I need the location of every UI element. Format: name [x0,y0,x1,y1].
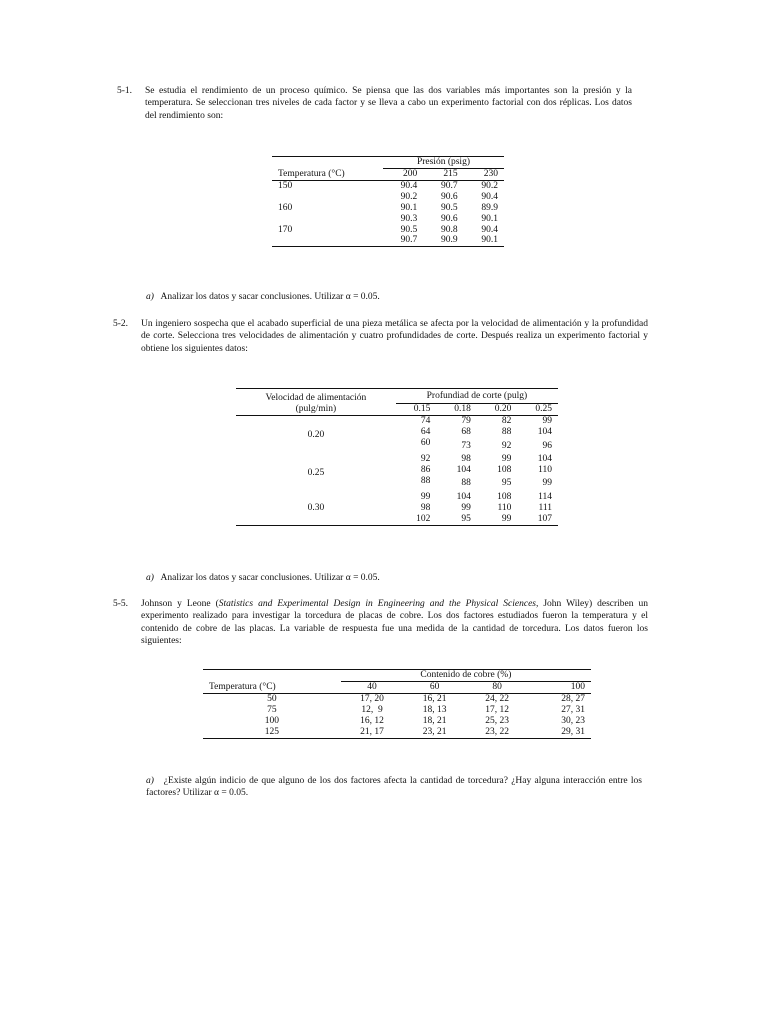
column-header: 0.15 [396,404,437,416]
row-header: Temperatura (°C) [203,681,341,693]
cell: 88 [420,475,431,486]
cell: 12, 9 [361,704,383,715]
part-label: a) [146,776,154,786]
table-row [272,203,504,214]
cell: 90.4 [400,180,418,191]
cell: 16, 12 [360,715,384,726]
cell: 16, 21 [422,693,447,704]
table-row [203,727,591,738]
cell: 74 [420,416,431,427]
cell: 25, 23 [485,715,510,726]
table-5-5 [203,669,591,739]
cell: 64 [420,427,431,438]
problem-5-2 [113,318,648,355]
cell: 98 [420,502,431,513]
problem-number: 5-5. [113,599,129,609]
cell: 90.2 [481,180,498,191]
cell: 110 [497,502,512,513]
table-row [236,492,558,503]
column-header: 60 [403,681,466,693]
cell: 90.3 [400,213,418,224]
row-label: 50 [267,693,277,704]
problem-number: 5-2. [113,319,129,329]
part-a [146,291,626,303]
cell: 107 [517,514,558,525]
cell: 29, 31 [528,727,591,738]
cell: 68 [461,427,471,438]
cell: 108 [497,491,512,502]
problem-text: Se estudia el rendimiento de un proceso químico. Se piensa que las dos variables más importantes son la presión y la temperatura. Se seleccionan tres niveles de cada factor y se lleva a cabo un experimento factorial con dos réplicas. Los datos del rendimiento son: [145,86,632,121]
cell: 90.1 [481,213,498,224]
cell: 21, 17 [341,727,404,738]
cell: 90.9 [423,235,463,246]
cell: 89.9 [481,202,498,213]
cell: 104 [456,491,471,502]
row-header: Temperatura (°C) [272,168,383,180]
cell: 17, 12 [485,704,510,715]
cell: 82 [501,416,512,427]
cell: 95 [501,478,512,489]
text-before-citation: Johnson y Leone ( [141,599,219,609]
column-header: 0.18 [436,404,477,416]
cell: 95 [436,514,477,525]
cell: 23, 22 [466,727,529,738]
cell: 24, 22 [485,693,510,704]
column-header: 230 [464,168,504,180]
table-row [272,214,504,225]
cell: 30, 23 [561,715,585,726]
problem-text [141,598,648,647]
cell: 90.7 [441,180,458,191]
cell: 88 [501,427,512,438]
cell: 99 [542,478,552,489]
cell: 108 [497,465,512,476]
part-label: a) [146,573,154,583]
problem-text: Un ingeniero sospecha que el acabado superficial de una pieza metálica se afecta por la velocidad de alimentación y la profundidad de corte. Selecciona tres velocidades de alimentación y cuatro profundidades de corte. Después realiza un experimento factorial y obtiene los siguientes datos: [141,319,648,354]
part-text: ¿Existe algún indicio de que alguno de los dos factores afecta la cantidad de torcedura? ¿Hay alguna interacción entre los factores? Utilizar α = 0.05. [146,776,642,799]
group-label: 0.30 [236,492,396,525]
cell: 27, 31 [561,704,585,715]
table-row [272,235,504,246]
problem-5-1 [117,85,632,122]
cell: 99 [420,491,431,502]
cell: 90.4 [481,191,498,202]
cell: 28, 27 [561,693,585,704]
group-header: Presión (psig) [383,157,504,169]
cell: 92 [501,440,512,451]
group-label: 0.25 [307,467,325,478]
table-row [272,192,504,203]
cell: 92 [420,454,431,465]
cell: 90.8 [441,224,458,235]
cell: 73 [461,440,471,451]
table-row [236,454,558,465]
cell: 18, 13 [422,704,447,715]
column-header: 215 [423,168,463,180]
part-text: Analizar los datos y sacar conclusiones. Utilizar α = 0.05. [160,573,380,583]
group-header: Contenido de cobre (%) [341,670,591,682]
table-5-2 [236,388,558,526]
cell: 99 [501,454,512,465]
column-header: 100 [528,681,591,693]
cell: 90.6 [441,213,458,224]
group-label: 0.20 [307,429,325,440]
cell: 90.2 [400,191,418,202]
book-title: Statistics and Experimental Design in Engineering and the Physical Sciences, [218,599,539,609]
group-header: Profundiad de corte (pulg) [396,389,558,404]
cell: 102 [396,514,437,525]
column-header: 0.25 [517,404,558,416]
part-a [146,572,626,584]
cell: 98 [461,454,471,465]
cell: 79 [461,416,471,427]
cell: 17, 20 [360,693,384,704]
table-5-1 [272,156,504,247]
cell: 99 [477,514,518,525]
row-label: 160 [278,202,293,213]
cell: 86 [420,465,431,476]
row-header-line2: (pulg/min) [236,404,396,416]
row-label: 150 [278,180,293,191]
part-a [146,775,642,800]
column-header: 40 [341,681,404,693]
text-after-citation: John Wiley) describen un experimento realizado para investigar la torcedura de placas de cobre. Los dos factores estudiados fueron la temperatura y el contenido de cobre de las placas. La variable de respuesta fue una medida de la cantidad de torcedura. Los datos fueron los siguientes: [141,599,648,647]
column-header: 80 [466,681,529,693]
cell: 18, 21 [422,715,447,726]
column-header: 0.20 [477,404,518,416]
column-header: 200 [383,168,423,180]
row-header-line1: Velocidad de alimentación [236,389,396,404]
table-row [272,225,504,236]
row-label [272,235,383,246]
cell: 104 [456,465,471,476]
cell: 88 [461,478,471,489]
table-row [272,180,504,191]
cell: 90.5 [400,224,418,235]
cell: 96 [542,440,552,451]
part-text: Analizar los datos y sacar conclusiones. Utilizar α = 0.05. [160,292,380,302]
cell: 114 [538,491,552,502]
cell: 110 [538,465,552,476]
row-label: 75 [267,704,277,715]
part-label: a) [146,292,154,302]
cell: 111 [538,502,552,513]
cell: 90.1 [464,235,504,246]
problem-5-5 [113,598,648,647]
table-row [203,716,591,727]
row-label: 170 [278,224,293,235]
row-label [272,214,383,225]
cell: 90.6 [441,191,458,202]
cell: 60 [420,438,431,449]
cell: 99 [542,416,552,427]
table-row [203,693,591,704]
table-row [236,416,558,427]
problem-number: 5-1. [117,86,133,96]
cell: 90.7 [383,235,423,246]
cell: 90.5 [441,202,458,213]
row-label: 100 [264,715,279,726]
table-row [203,705,591,716]
cell: 23, 21 [403,727,466,738]
cell: 104 [537,427,552,438]
cell: 90.1 [400,202,418,213]
cell: 104 [537,454,552,465]
cell: 90.4 [481,224,498,235]
row-label [272,192,383,203]
row-label: 125 [203,727,341,738]
cell: 99 [461,502,471,513]
